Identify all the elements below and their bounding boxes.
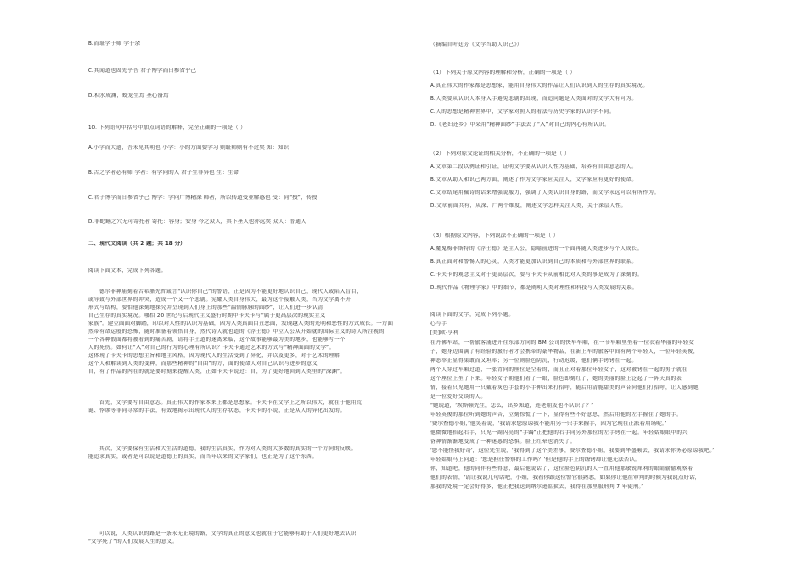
q3-option-a: A.魔鬼梅菲斯特的《浮士德》是主人公，隐喻前进的一个面再随人类进步与个人成长。 bbox=[430, 246, 643, 252]
q3-option-b: B.真正面对和警惕人的心灵，人类才能更加认识到自己的本质和与外部世界的联系。 bbox=[430, 259, 637, 265]
passage-line: 其次，文学要保有生活和大生活的道德，我的生活真实，作为对人类的大多数的真实的一个方向的反映。 bbox=[99, 446, 357, 452]
q2-option-b: B.文章从助人和识己两方面，阐述了作为文学家应关注人，文学家应有更好的使命。 bbox=[430, 177, 637, 183]
story-line: 那我的处境一定会好得多，他正把我送到纳尔逊监狱去，我得在那里服刑判 7 年徒刑。’ bbox=[430, 484, 644, 490]
q10-option-c: C.君子博学而日参省乎己 博学：学问广博精深 师者，所以传道受业解惑也 受：同“授”，传授 bbox=[88, 195, 318, 201]
q1-option-a: A.真正伟大的作家都是思想家，能用自身伟大的作品让人们认识到人的生存的真实境况。 bbox=[430, 83, 649, 89]
q1-option-d: D.《老妇还乡》中采用“精神面纱”手法去了“入”对自己的内心有所认识。 bbox=[430, 122, 610, 128]
passage-line: 自己生存的真实境况。哪怕 20 世纪与后现代主义盛行时期中卡夫卡与“属于更高层次的现实主义 bbox=[88, 313, 326, 319]
story-line: 是一位爱好交谈的人。 bbox=[430, 394, 486, 400]
passage-source: （摘编自叶廷芳《文学当助人识己》） bbox=[430, 42, 523, 48]
passage-line: 可以说，人类认识的路是一条永无止境的路，文学的真正的意义也就在于它能够有助于人们更好地去认识 bbox=[99, 531, 357, 537]
q10-option-d: D.非蛇鳝之穴无可寄托者 寄托：容身；安身 今之众人，其下圣人也亦远矣 众人：普通人 bbox=[88, 219, 307, 225]
story-line: 你，知道吧，他的同伴有些得意，最后他说话了，这位脸色阴沉的人一直用他那敏锐犀利的眼睛偷偷观察着 bbox=[430, 466, 693, 472]
story-line: “她说道，‘埃斯顿先生，怎么，出乡知道，连老朋友也不认识了？’ bbox=[430, 403, 594, 409]
story-line: 奋神情渐渐地变成了一种迷惑的恐惧。脸上红晕也消失了。 bbox=[430, 439, 576, 445]
passage-line: 然带有命运般的恐怖，随时准备着领悟自身，然代诗人就也道的《浮士德》中立人公从开始就的国际主义的诗人所注视的 bbox=[88, 329, 385, 335]
passage-line: 这个人和解读到人类的变种，而那些精神的“自由”的方，面的使命人对自己认识与进步的意义 bbox=[88, 361, 318, 367]
story-line: 年轻英俊的那位听到她的声音，立刻惊慌了一下，显得有些不好意思，然后用他的左手握住了她的手。 bbox=[430, 412, 682, 418]
passage-line: 诞、悖谬等非同寻常的手法，有效地揭示出现代人的生存状态，卡夫卡的小说，正是从人的异化出发的。 bbox=[88, 408, 346, 414]
q10-option-a: A.小学而大遗，吾未见其明也 小学：小的方面要学习 则耻师则有不过矣 知：知识 bbox=[88, 145, 290, 151]
passage-line: 能追求真实，或者是可以说是道德上的真实，而当年以来的文学家们，也正是为了这个东西。 bbox=[88, 454, 318, 460]
passage-line: 家族”。建立面面对脚踏，印以对人性的认识为基础，因为人类真面目丑恶面，发现越人类的光明和恶性的方式成长。一方面 bbox=[88, 321, 393, 327]
passage-line: 人的死伤。如何让“入”对自己的行为的心理有所认识？卡夫卡通过艺术的方式与“精神面面的文学”。 bbox=[88, 345, 335, 351]
passage-line: “文学死了”的人们发展人生的意义。 bbox=[88, 539, 178, 545]
story-line: 他们的表情，‘请让我说几句话吧，小姐，我看你跟这位警官很熟悉，如果你让他在审判的时候为我说点好话， bbox=[430, 475, 701, 481]
section2-title: 二、现代文阅读（共 2 题；共 18 分） bbox=[88, 241, 186, 247]
passage-line: 德尔菲神庙刻着古希腊先哲箴言“认识你自己”的警语，正是因为不能更好地认识自己，现代人或陷入盲目， bbox=[99, 289, 363, 295]
q3-stem: （3）根据原文内容，下列说法不正确的一项是（ ） bbox=[430, 233, 559, 239]
passage-line: 首先，文学要写自由意志。真正伟大的作家本来上都是思想家。卡夫卡在文学上之所以伟大，就在于他用荒 bbox=[99, 400, 362, 406]
story-line: 在丹佛车站，一帮旅客涌进开往东部方向的 BM 公司的快车车厢，在一节车厢里坐着一位衣着华丽的年轻女 bbox=[430, 340, 694, 346]
q9-option-d: D.积水成渊，蛟龙生焉 圣心备焉 bbox=[88, 93, 169, 99]
story-line: 情，接着只见她用一只戴着灰色手套的小手伸出来打招呼，随后用清脆甜美的声音向他们打招呼，让人感到她 bbox=[430, 385, 699, 391]
q3-option-d: D.现代作品《物理学家》中的细节，都是阐明人类对理性和科技与人类发展的关系。 bbox=[430, 285, 638, 291]
q10-option-b: B.古之学者必有师 学者：有学问的人 君子生非异也 生：生命 bbox=[88, 170, 239, 176]
story-line: 他微微地抬起右手，只见一副闪亮的“手镯”正把他的右手同另外那位的左手铐在一起。年轻姑娘眼中的兴 bbox=[430, 430, 688, 436]
story-line: 两个人穿过车厢过道，一张背向的座位是空着的，而且正对着那位年轻女子，这对被铐在一起的男子就在 bbox=[430, 367, 688, 373]
q1-option-c: C.人的思想是精神世界中，文学家对照人的看法与历史学家的认识学不同。 bbox=[430, 109, 615, 115]
q1-option-b: B.人类要从认识人本身入手避免悲剧的出现，而追问题是人类面对的文学大有可为。 bbox=[430, 96, 637, 102]
story-line: 年轻姑娘马上问道：‘您是担任警察的工作吗？’但是他的手上的镣铐却让他无法否认。 bbox=[430, 457, 641, 463]
q9-option-b: B.而耻学于师 学于余 bbox=[88, 41, 141, 47]
q9-option-c: C.其闻道也固先乎吾 君子博学而日参省乎己 bbox=[88, 68, 197, 74]
reading-intro: 阅读下面文本，完成下列各题。 bbox=[88, 268, 167, 274]
passage-line: 一个各种假面都将被看到的痛苦剧，请将手土道的迷离来临，这个故事能够最为美的地步，也能够写一个 bbox=[88, 337, 346, 343]
passage-line: 或导致与外部世界的冲突，造成一个又一个悲剧。宪耀人类自身伟大，最为这个接触人类，当为文学离不开 bbox=[88, 297, 351, 303]
q10-stem: 10. 下列语句中括号中加点词语的解释，完全正确的一项是（ ） bbox=[88, 125, 246, 131]
story-line: 这个座位上坐了下来。年轻女子朝他们看了一眼，脸色即刻红了，她的美丽的脸上泛起了一阵天真的表 bbox=[430, 376, 682, 382]
reading2-intro: 阅读下面的文字，完成下列小题。 bbox=[430, 312, 514, 318]
q3-option-c: C.卡夫卡的观念主义对于更高层次，要与卡夫卡从前相比对人类的事是成为了深刻的。 bbox=[430, 272, 643, 278]
story-line: 子，她身边围满了有经验的旅行者才会携带的豪华物品，在新上车的旅客中间有两个年轻人，一位年轻英俊， bbox=[430, 349, 699, 355]
story-author: [美]欧·亨利 bbox=[430, 330, 459, 336]
q2-option-d: D.文章前面共有，从深、广两个维度，阐述文学怎样关注人类，关于深层人性。 bbox=[430, 203, 627, 209]
story-line: ‘费尔查德小姐，’他笑着说，‘我请求您原谅我不能用另一只手来握手，因为它现在正派着用场呢。’ bbox=[430, 421, 667, 427]
q2-option-a: A.文章第二段以例证和引证，证明文学要从认识人性为基础，培养有自由意志的人。 bbox=[430, 164, 637, 170]
q2-option-c: C.文章结尾用佩诗的话来增强说服力，强调了人类认识自身的路，而文学永远可以有所作为。 bbox=[430, 190, 660, 196]
q1-stem: （1）下列关于原文内容的理解和分析，正确的一项是（ ） bbox=[430, 70, 576, 76]
story-title: 心与手 bbox=[430, 321, 447, 327]
story-line: 神态举止显得果敢而又坦率；另一位则脸色阴沉，行动迟缓，他们俩手铐铐在一起。 bbox=[430, 358, 637, 364]
right-column bbox=[430, 0, 760, 562]
story-line: ‘您不能怪我好奇’，这位先生说，‘我得到了这个美差事，费尔查德小姐，我要到华盛顿去，我请求你务必原谅我吧。’ bbox=[430, 448, 715, 454]
passage-line: 这体现了卡夫卡的思想主旨和地主风格，因为现代人的生活受到了异化，并以及更多，对于艺术的理解 bbox=[88, 353, 340, 359]
q2-stem: （2）下列对原文论证的相关分析，不正确的一项是（ ） bbox=[430, 151, 570, 157]
passage-line: 自，有了作品的内在的就是要时刻来提醒人类，正如卡夫卡说过：自，为了更好地回到人类里的“深渊”。 bbox=[88, 369, 346, 375]
left-column bbox=[88, 0, 410, 562]
passage-line: 形式与结构，要怕他深刻地探究并呈现到人们身上的那些“温情脉脉的面纱”，让人们进一步认清 bbox=[88, 305, 324, 311]
